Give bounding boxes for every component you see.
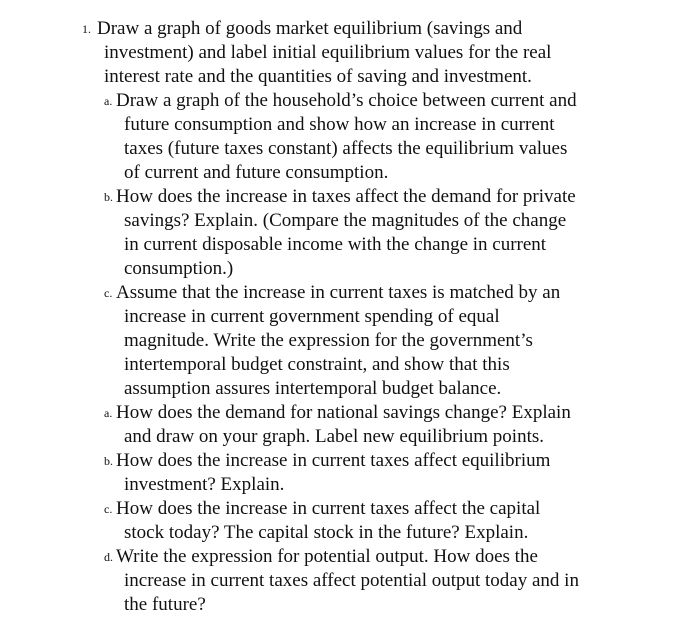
subpart-d-line-3: the future? — [124, 594, 206, 615]
subpart-b2-marker: b. — [104, 454, 113, 468]
subpart-b-line-1: How does the increase in taxes affect the demand for private — [116, 186, 576, 207]
question-1-marker: 1. — [82, 22, 91, 36]
subpart-c-line-3: magnitude. Write the expression for the government’s — [124, 330, 533, 351]
subpart-b2-line-2: investment? Explain. — [124, 474, 285, 495]
subpart-d-line-1: Write the expression for potential output. How does the — [116, 546, 538, 567]
subpart-a-line-1: Draw a graph of the household’s choice between current and — [116, 90, 577, 111]
subpart-b-line-4: consumption.) — [124, 258, 234, 279]
subpart-b2-line-1: How does the increase in current taxes affect equilibrium — [116, 450, 551, 471]
subpart-a-line-3: taxes (future taxes constant) affects the equilibrium values — [124, 138, 568, 159]
subpart-c-line-2: increase in current government spending of equal — [124, 306, 500, 327]
subpart-a-marker: a. — [104, 94, 113, 108]
subpart-a2-line-1: How does the demand for national savings change? Explain — [116, 402, 571, 423]
subpart-d-marker: d. — [104, 550, 113, 564]
question-1-line-1: Draw a graph of goods market equilibrium (savings and — [97, 18, 523, 39]
question-1-line-2: investment) and label initial equilibrium values for the real — [104, 42, 552, 63]
subpart-c-line-1: Assume that the increase in current taxes is matched by an — [116, 282, 561, 303]
subpart-c2-marker: c. — [104, 502, 113, 516]
subpart-a2-line-2: and draw on your graph. Label new equilibrium points. — [124, 426, 545, 447]
subpart-c-marker: c. — [104, 286, 113, 300]
subpart-c-line-5: assumption assures intertemporal budget balance. — [124, 378, 502, 399]
subpart-b-line-3: in current disposable income with the change in current — [124, 234, 547, 255]
subpart-c-line-4: intertemporal budget constraint, and show that this — [124, 354, 510, 375]
subpart-b-line-2: savings? Explain. (Compare the magnitudes of the change — [124, 210, 567, 231]
subpart-c2-line-2: stock today? The capital stock in the future? Explain. — [124, 522, 529, 543]
subpart-b-marker: b. — [104, 190, 113, 204]
subpart-a2-marker: a. — [104, 406, 113, 420]
subpart-a-line-4: of current and future consumption. — [124, 162, 389, 183]
subpart-a-line-2: future consumption and show how an increase in current — [124, 114, 555, 135]
subpart-c2-line-1: How does the increase in current taxes affect the capital — [116, 498, 541, 519]
question-1-line-3: interest rate and the quantities of saving and investment. — [104, 66, 532, 87]
subpart-d-line-2: increase in current taxes affect potential output today and in — [124, 570, 579, 591]
